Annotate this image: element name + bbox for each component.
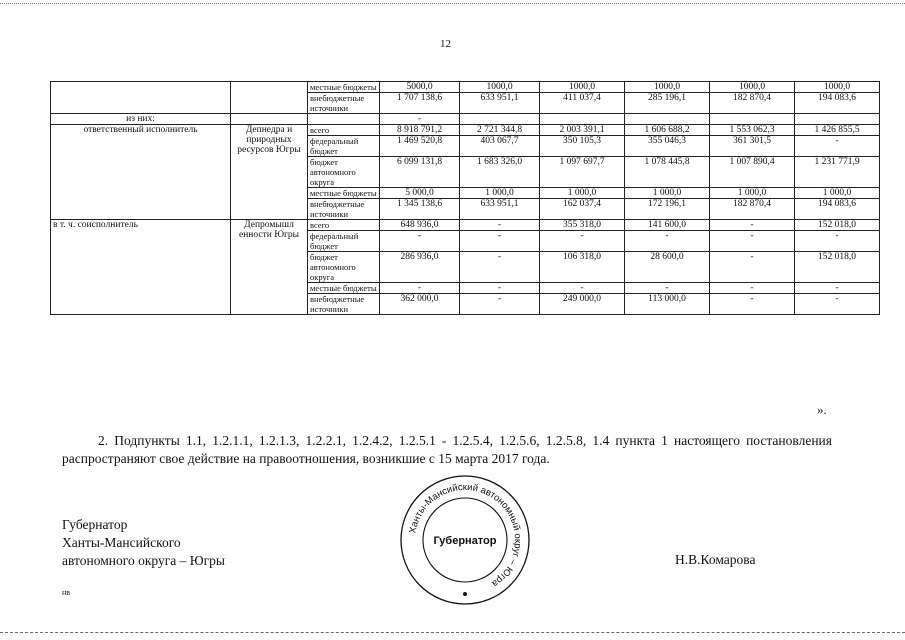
table-cell-value: 633 951,1: [460, 93, 540, 114]
table-cell-value: -: [795, 294, 880, 315]
table-cell-value: 648 936,0: [380, 220, 460, 231]
table-cell-value: 182 870,4: [710, 93, 795, 114]
table-cell-source: всего: [308, 125, 380, 136]
table-cell-empty: [231, 114, 308, 125]
table-cell-value: -: [710, 231, 795, 252]
coexecutor-org: Депромышл енности Югры: [231, 220, 308, 315]
table-cell-value: 194 083,6: [795, 199, 880, 220]
table-cell-empty: [51, 82, 231, 114]
page-number: 12: [440, 38, 451, 50]
table-cell-value: 633 951,1: [460, 199, 540, 220]
table-cell-value: 1 683 326,0: [460, 157, 540, 188]
table-cell-value: 5 000,0: [380, 188, 460, 199]
table-cell-value: 1 000,0: [540, 188, 625, 199]
table-cell-value: -: [710, 283, 795, 294]
table-cell-value: 113 000,0: [625, 294, 710, 315]
budget-table: [50, 81, 880, 315]
table-cell-value: 8 918 791,2: [380, 125, 460, 136]
table-cell-value: 1000,0: [795, 82, 880, 93]
responsible-executor-org: Депнедра и природных ресурсов Югры: [231, 125, 308, 220]
table-row: [51, 220, 880, 231]
table-cell-value: 1000,0: [540, 82, 625, 93]
table-cell-value: -: [795, 136, 880, 157]
table-cell-value: 1 606 688,2: [625, 125, 710, 136]
table-cell-value: [625, 114, 710, 125]
table-row: [51, 82, 880, 93]
table-cell-value: -: [540, 283, 625, 294]
table-cell-value: 361 301,5: [710, 136, 795, 157]
table-cell-value: 1 000,0: [795, 188, 880, 199]
table-cell-value: 1 231 771,9: [795, 157, 880, 188]
table-cell-value: 1 707 138,6: [380, 93, 460, 114]
table-cell-value: 1 553 062,3: [710, 125, 795, 136]
table-cell-value: 286 936,0: [380, 252, 460, 283]
table-cell-value: 2 003 391,1: [540, 125, 625, 136]
table-cell-value: 106 318,0: [540, 252, 625, 283]
table-cell-value: 1 469 520,8: [380, 136, 460, 157]
signature-title: [62, 516, 225, 570]
table-cell-value: -: [460, 220, 540, 231]
paragraph-2: 2. Подпункты 1.1, 1.2.1.1, 1.2.1.3, 1.2.2.1, 1.2.4.2, 1.2.5.1 - 1.2.5.4, 1.2.5.6, 1.2.5.8, 1.4 пункта 1 настоящего постановления распространяют свое действие на правоотношения, возникшие с 15 марта 2017 года.: [62, 433, 832, 466]
table-cell-value: 1 000,0: [710, 188, 795, 199]
table-cell-value: 141 600,0: [625, 220, 710, 231]
table-cell-value: 6 099 131,8: [380, 157, 460, 188]
table-cell-value: -: [710, 220, 795, 231]
table-cell-value: 362 000,0: [380, 294, 460, 315]
table-cell-value: -: [460, 294, 540, 315]
table-cell-source: внебюджетные источники: [308, 199, 380, 220]
official-seal: [395, 470, 535, 610]
table-cell-value: [540, 114, 625, 125]
table-cell-value: 350 105,3: [540, 136, 625, 157]
table-cell-value: -: [795, 283, 880, 294]
table-cell-value: 1 097 697,7: [540, 157, 625, 188]
coexecutor-label: в т. ч. соисполнитель: [51, 220, 231, 315]
table-cell-value: 152 018,0: [795, 220, 880, 231]
table-cell-value: 403 067,7: [460, 136, 540, 157]
executor-initials: нв: [62, 588, 71, 597]
seal-center-text: Губернатор: [433, 535, 497, 547]
seal-ring-text: Ханты-Мансийский автономный округ – Югра: [407, 481, 524, 590]
table-cell-value: 182 870,4: [710, 199, 795, 220]
signature-line-3: автономного округа – Югры: [62, 553, 225, 568]
table-row: [51, 125, 880, 136]
table-cell-value: 194 083,6: [795, 93, 880, 114]
table-cell-note: из них:: [51, 114, 231, 125]
seal-star-icon: [463, 592, 467, 596]
table-row: [51, 114, 880, 125]
table-cell-value: 355 046,3: [625, 136, 710, 157]
table-cell-value: 411 037,4: [540, 93, 625, 114]
table-cell-source: всего: [308, 220, 380, 231]
table-cell-value: -: [710, 294, 795, 315]
table-cell-source: федеральный бюджет: [308, 231, 380, 252]
table-cell-source: внебюджетные источники: [308, 294, 380, 315]
table-cell-source: внебюджетные источники: [308, 93, 380, 114]
table-cell-source: местные бюджеты: [308, 82, 380, 93]
table-cell-value: -: [625, 231, 710, 252]
table-cell-value: -: [380, 114, 460, 125]
table-cell-value: 285 196,1: [625, 93, 710, 114]
table-cell-value: -: [625, 283, 710, 294]
table-cell-value: 355 318,0: [540, 220, 625, 231]
table-cell-source: местные бюджеты: [308, 188, 380, 199]
table-cell-value: [460, 114, 540, 125]
table-cell-value: 162 037,4: [540, 199, 625, 220]
table-cell-value: -: [795, 231, 880, 252]
table-cell-value: -: [380, 283, 460, 294]
table-cell-value: -: [460, 252, 540, 283]
table-cell-value: 152 018,0: [795, 252, 880, 283]
table-cell-value: 1000,0: [625, 82, 710, 93]
budget-table-body: [51, 82, 880, 315]
table-cell-value: 249 000,0: [540, 294, 625, 315]
table-cell-source: бюджет автономного округа: [308, 252, 380, 283]
table-cell-value: 1 345 138,6: [380, 199, 460, 220]
scan-edge-bottom: [0, 632, 905, 633]
table-cell-value: 1 078 445,8: [625, 157, 710, 188]
table-cell-value: 1 426 855,5: [795, 125, 880, 136]
table-cell-empty: [231, 82, 308, 114]
closing-quote: ».: [817, 402, 827, 417]
table-cell-value: [795, 114, 880, 125]
table-cell-value: 28 600,0: [625, 252, 710, 283]
table-cell-source: федеральный бюджет: [308, 136, 380, 157]
table-cell-source: бюджет автономного округа: [308, 157, 380, 188]
table-cell-value: 1000,0: [710, 82, 795, 93]
table-cell-value: [710, 114, 795, 125]
table-cell-source: местные бюджеты: [308, 283, 380, 294]
table-cell-value: -: [460, 283, 540, 294]
table-cell-value: 5000,0: [380, 82, 460, 93]
table-cell-value: 1 007 890,4: [710, 157, 795, 188]
table-cell-value: -: [540, 231, 625, 252]
table-cell-value: -: [710, 252, 795, 283]
responsible-executor-label: ответственный исполнитель: [51, 125, 231, 220]
signature-line-1: Губернатор: [62, 517, 128, 532]
signature-line-2: Ханты-Мансийского: [62, 535, 181, 550]
scan-edge-top: [0, 3, 905, 4]
table-cell-empty: [308, 114, 380, 125]
table-cell-value: -: [460, 231, 540, 252]
table-cell-value: -: [380, 231, 460, 252]
table-cell-value: 1 000,0: [460, 188, 540, 199]
table-cell-value: 172 196,1: [625, 199, 710, 220]
table-cell-value: 1 000,0: [625, 188, 710, 199]
table-cell-value: 1000,0: [460, 82, 540, 93]
signer-name: Н.В.Комарова: [675, 552, 756, 567]
table-cell-value: 2 721 344,8: [460, 125, 540, 136]
